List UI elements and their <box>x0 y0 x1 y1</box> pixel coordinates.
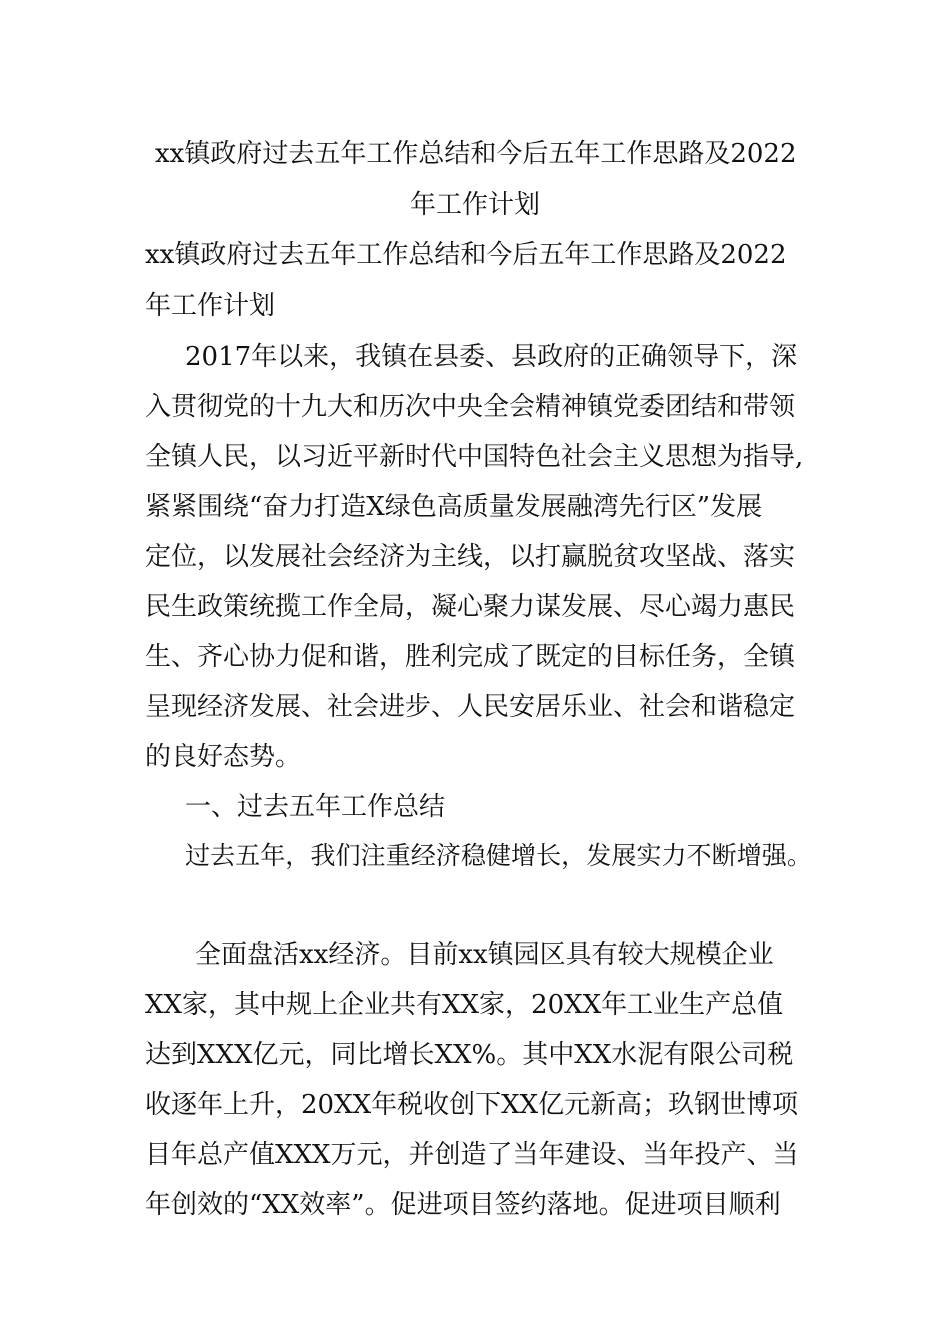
paragraph-1-line: 生、齐心协力促和谐，胜利完成了既定的目标任务，全镇 <box>145 642 796 672</box>
paragraph-1-line: 2017年以来，我镇在县委、县政府的正确领导下，深 <box>185 342 798 372</box>
paragraph-1-line: 紧紧围绕“奋力打造X绿色高质量发展融湾先行区”发展 <box>145 492 763 522</box>
paragraph-1-line: 定位，以发展社会经济为主线，以打赢脱贫攻坚战、落实 <box>145 542 796 572</box>
document-subtitle-line-2: 年工作计划 <box>145 291 276 321</box>
section-heading: 一、过去五年工作总结 <box>185 792 446 822</box>
paragraph-3-line: XX家，其中规上企业共有XX家，20XX年工业生产总值 <box>145 990 784 1020</box>
paragraph-3-line: 年创效的“XX效率”。促进项目签约落地。促进项目顺利 <box>145 1190 781 1220</box>
document-title-line-2: 年工作计划 <box>410 190 541 220</box>
paragraph-1-line: 民生政策统揽工作全局，凝心聚力谋发展、尽心竭力惠民 <box>145 592 796 622</box>
paragraph-1-line: 全镇人民，以习近平新时代中国特色社会主义思想为指导, <box>145 442 804 472</box>
paragraph-2: 过去五年，我们注重经济稳健增长，发展实力不断增强。 <box>185 841 812 870</box>
document-title-line-1: xx镇政府过去五年工作总结和今后五年工作思路及2022 <box>155 139 797 169</box>
paragraph-1-line: 的良好态势。 <box>145 742 302 772</box>
paragraph-1-line: 呈现经济发展、社会进步、人民安居乐业、社会和谐稳定 <box>145 692 796 722</box>
paragraph-3-line: 全面盘活xx经济。目前xx镇园区具有较大规模企业 <box>195 940 774 970</box>
paragraph-3-line: 目年总产值XXX万元，并创造了当年建设、当年投产、当 <box>145 1140 799 1170</box>
paragraph-3-line: 收逐年上升，20XX年税收创下XX亿元新高；玖钢世博项 <box>145 1090 799 1120</box>
document-subtitle-line-1: xx镇政府过去五年工作总结和今后五年工作思路及2022 <box>145 240 787 270</box>
paragraph-1-line: 入贯彻党的十九大和历次中央全会精神镇党委团结和带领 <box>145 392 796 422</box>
paragraph-3-line: 达到XXX亿元，同比增长XX%。其中XX水泥有限公司税 <box>145 1040 794 1070</box>
